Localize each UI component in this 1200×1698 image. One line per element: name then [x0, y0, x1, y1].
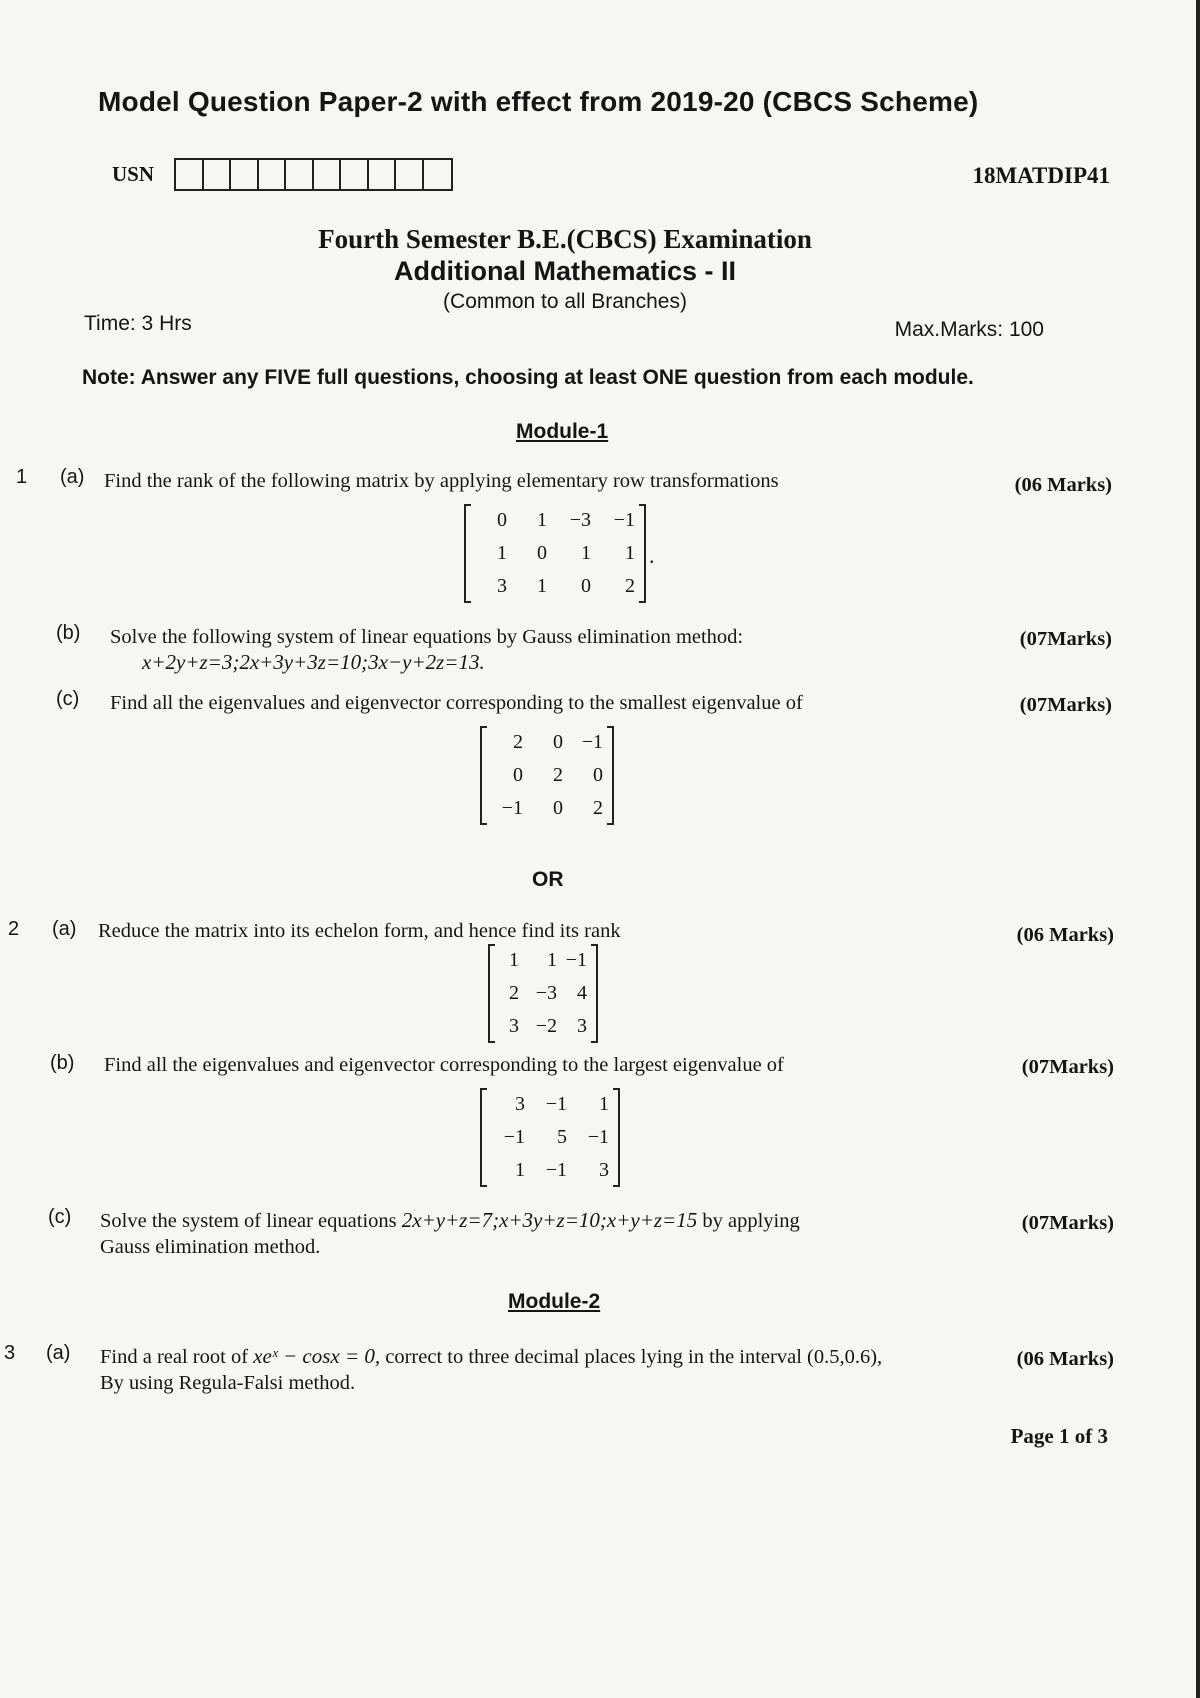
marks-label: (07Marks) — [1019, 628, 1112, 650]
matrix-q1a: 0 1 −3 −1 1 0 1 1 3 1 0 2 . — [464, 504, 655, 603]
marks-label: (06 Marks) — [1016, 1348, 1114, 1370]
question-text: Solve the system of linear equations 2x+y+z=7;x+3y+z=10;x+y+z=15 by applying — [100, 1208, 800, 1232]
subject-name: Additional Mathematics - II — [393, 256, 737, 286]
question-number: 1 — [16, 466, 28, 488]
subject-code: 18MATDIP41 — [972, 163, 1110, 188]
or-divider: OR — [532, 868, 564, 891]
part-label: (b) — [56, 622, 81, 644]
usn-box[interactable] — [424, 160, 452, 189]
usn-box[interactable] — [314, 160, 342, 189]
matrix-q2b: 3 −1 1 −1 5 −1 1 −1 3 — [480, 1088, 620, 1187]
part-label: (c) — [48, 1206, 72, 1228]
usn-box[interactable] — [369, 160, 397, 189]
usn-box[interactable] — [204, 160, 232, 189]
marks-label: (07Marks) — [1019, 694, 1112, 716]
module-1-heading: Module-1 — [516, 420, 609, 443]
page-number: Page 1 of 3 — [1010, 1424, 1108, 1448]
usn-box[interactable] — [259, 160, 287, 189]
marks-label: (07Marks) — [1021, 1056, 1114, 1078]
equation: 2x+y+z=7;x+3y+z=10;x+y+z=15 — [401, 1208, 698, 1232]
usn-box[interactable] — [231, 160, 259, 189]
question-text: Find all the eigenvalues and eigenvector corresponding to the largest eigenvalue of — [104, 1054, 784, 1076]
usn-box[interactable] — [176, 160, 204, 189]
equation: x+2y+z=3;2x+3y+3z=10;3x−y+2z=13. — [142, 650, 485, 674]
max-marks: Max.Marks: 100 — [894, 318, 1044, 341]
instructions-note: Note: Answer any FIVE full questions, choosing at least ONE question from each module. — [82, 366, 974, 389]
matrix-q1c: 2 0 −1 0 2 0 −1 0 2 — [480, 726, 614, 825]
marks-label: (07Marks) — [1021, 1212, 1114, 1234]
question-text: Reduce the matrix into its echelon form, and hence find its rank — [98, 920, 621, 942]
usn-box[interactable] — [286, 160, 314, 189]
part-label: (b) — [50, 1052, 75, 1074]
marks-label: (06 Marks) — [1016, 924, 1114, 946]
question-text-line2: By using Regula-Falsi method. — [100, 1372, 356, 1394]
paper-title: Model Question Paper-2 with effect from 2019-20 (CBCS Scheme) — [98, 86, 979, 117]
usn-boxes[interactable] — [174, 158, 453, 191]
equation: xeˣ − cosx = 0, — [253, 1344, 381, 1368]
part-label: (a) — [46, 1342, 71, 1364]
exam-name: Fourth Semester B.E.(CBCS) Examination — [318, 224, 812, 254]
question-text: Solve the following system of linear equations by Gauss elimination method: — [110, 626, 744, 648]
usn-box[interactable] — [396, 160, 424, 189]
common-note: (Common to all Branches) — [443, 290, 687, 313]
page-edge — [1196, 0, 1200, 1698]
usn-box[interactable] — [341, 160, 369, 189]
usn-label: USN — [112, 162, 155, 186]
question-number: 3 — [4, 1342, 16, 1364]
part-label: (a) — [52, 918, 77, 940]
marks-label: (06 Marks) — [1014, 474, 1112, 496]
part-label: (a) — [60, 466, 85, 488]
question-text: Find the rank of the following matrix by applying elementary row transformations — [104, 470, 779, 492]
question-number: 2 — [8, 918, 20, 940]
question-text: Find all the eigenvalues and eigenvector corresponding to the smallest eigenvalue of — [110, 692, 803, 714]
question-text-line2: Gauss elimination method. — [100, 1236, 321, 1258]
question-text: Find a real root of xeˣ − cosx = 0, correct to three decimal places lying in the interval (0.5,0.6), — [100, 1344, 883, 1368]
time-label: Time: 3 Hrs — [84, 312, 192, 335]
part-label: (c) — [56, 688, 80, 710]
module-2-heading: Module-2 — [508, 1290, 601, 1313]
matrix-q2a: 1 1 −1 2 −3 4 3 −2 3 — [488, 944, 598, 1043]
